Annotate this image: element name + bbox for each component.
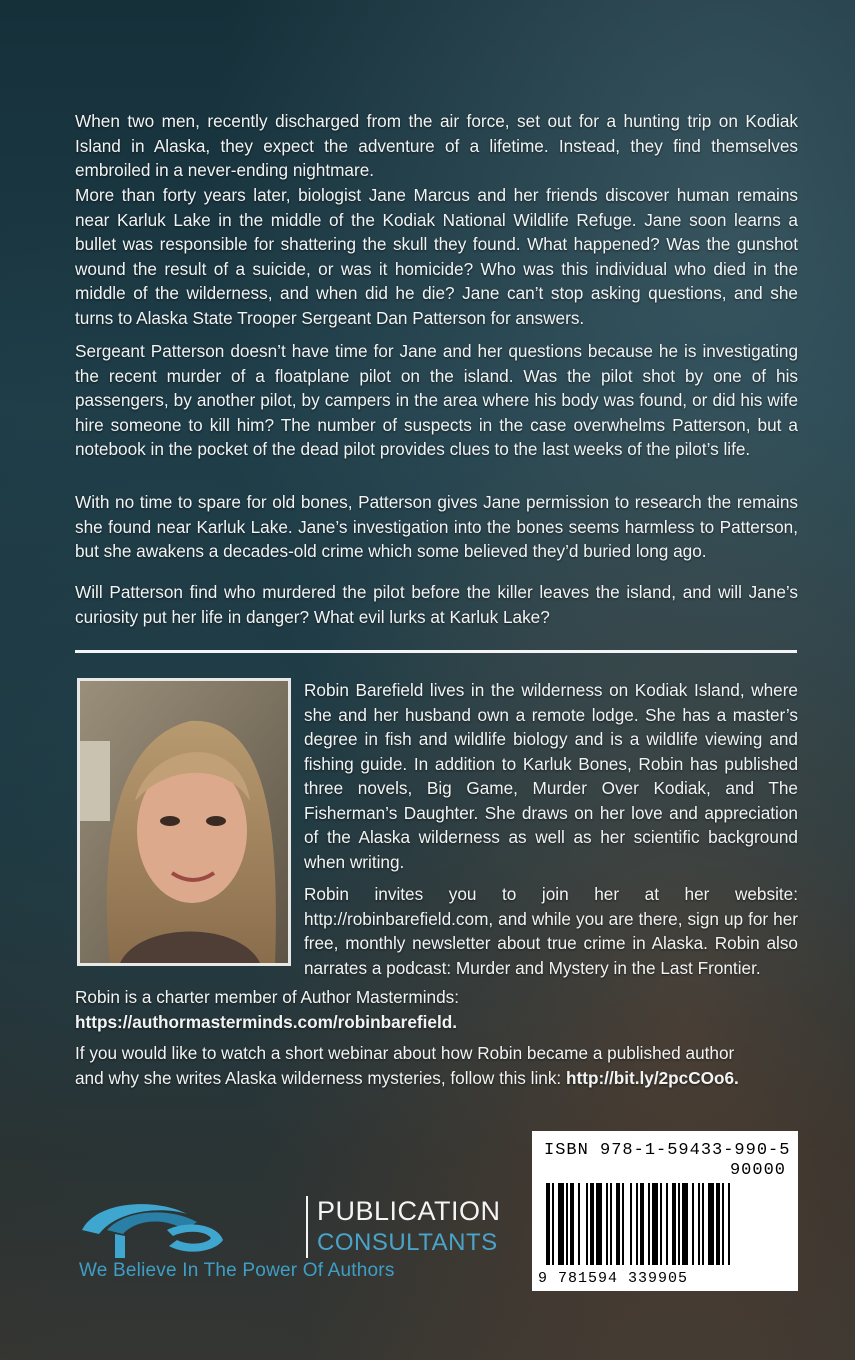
ean-digits: 9 781594 339905 xyxy=(538,1270,689,1287)
blurb-paragraph-4: With no time to spare for old bones, Patterson gives Jane permission to research the remains she found near Karluk Lake. Jane’s investigation into the bones seems harmless to Patterson, but she awakens a decades-old crime which some believed they’d buried long ago. xyxy=(75,492,798,561)
author-bio-paragraph-1: Robin Barefield lives in the wilderness on Kodiak Island, where she and her husband own a remote lodge. She has a master’s degree in fish and wildlife biology and is a wildlife viewing and fishing guide. In addition to Karluk Bones, Robin has published three novels, Big Game, Murder Over Kodiak, and The Fisherman’s Daughter. She draws on her love and appreciation of the Alaska wilderness as well as her scientific background when writing. xyxy=(304,680,798,872)
barcode-bar xyxy=(578,1183,580,1265)
webinar-note xyxy=(75,1041,739,1090)
logo-divider xyxy=(306,1196,308,1258)
barcode-bar xyxy=(666,1183,668,1265)
barcode-bar xyxy=(640,1183,644,1265)
blurb-paragraph-1: When two men, recently discharged from the air force, set out for a hunting trip on Kodiak Island in Alaska, they expect the adventure of a lifetime. Instead, they find themselves embroiled in a never-ending nightmare. xyxy=(75,111,798,180)
barcode-bar xyxy=(648,1183,650,1265)
price-code: 90000 xyxy=(729,1161,786,1180)
barcode-bar xyxy=(692,1183,694,1265)
barcode-bar xyxy=(566,1183,568,1265)
barcode-bar xyxy=(678,1183,680,1265)
section-divider xyxy=(75,650,797,653)
barcode-bar xyxy=(570,1183,574,1265)
blurb-paragraph-5: Will Patterson find who murdered the pilot before the killer leaves the island, and will Jane’s curiosity put her life in danger? What evil lurks at Karluk Lake? xyxy=(75,582,798,627)
barcode-bar xyxy=(682,1183,688,1265)
barcode-bar xyxy=(708,1183,714,1265)
barcode-bars xyxy=(546,1183,786,1265)
author-photo xyxy=(77,678,291,966)
isbn-barcode xyxy=(532,1131,798,1291)
blurb-paragraph-3: Sergeant Patterson doesn’t have time for Jane and her questions because he is investigating the recent murder of a floatplane pilot on the island. Was the pilot shot by one of his passengers, by another pilot, by campers in the area where his body was found, or did his wife hire someone to kill him? The number of suspects in the case overwhelms Patterson, but a notebook in the pocket of the dead pilot provides clues to the last weeks of the pilot’s life. xyxy=(75,341,798,459)
barcode-bar xyxy=(660,1183,662,1265)
webinar-link[interactable]: http://bit.ly/2pcCOo6. xyxy=(566,1067,739,1088)
author-bio-paragraph-2: Robin invites you to join her at her website: http://robinbarefield.com, and while you are there, sign up for her free, monthly newsletter about true crime in Alaska. Robin also narrates a podcast: Murder and Mystery in the Last Frontier. xyxy=(304,884,798,978)
isbn-label: ISBN 978-1-59433-990-5 xyxy=(544,1141,791,1160)
barcode-bar xyxy=(672,1183,676,1265)
barcode-bar xyxy=(610,1183,612,1265)
barcode-bar xyxy=(616,1183,620,1265)
barcode-bar xyxy=(636,1183,638,1265)
barcode-bar xyxy=(728,1183,730,1265)
barcode-bar xyxy=(546,1183,550,1265)
publisher-logo xyxy=(77,1192,501,1287)
barcode-bar xyxy=(586,1183,588,1265)
publisher-tagline: We Believe In The Power Of Authors xyxy=(79,1260,395,1281)
barcode-bar xyxy=(702,1183,704,1265)
blurb-paragraph-2: More than forty years later, biologist Jane Marcus and her friends discover human remains near Karluk Lake in the middle of the Kodiak National Wildlife Refuge. Jane soon learns a bullet was responsible for shattering the skull they found. What happened? Was the gunshot wound the result of a suicide, or was it homicide? Who was this individual who died in the middle of the wilderness, and when did he die? Jane can’t stop asking questions, and she turns to Alaska State Trooper Sergeant Dan Patterson for answers. xyxy=(75,185,798,328)
barcode-bar xyxy=(558,1183,564,1265)
masterminds-text: Robin is a charter member of Author Masterminds: xyxy=(75,987,460,1007)
publisher-name-line-2: CONSULTANTS xyxy=(317,1229,498,1256)
publisher-name-line-1: PUBLICATION xyxy=(317,1196,501,1226)
webinar-text-line-1: If you would like to watch a short webinar about how Robin became a published author xyxy=(75,1043,735,1063)
webinar-text-line-2: and why she writes Alaska wilderness mysteries, follow this link: xyxy=(75,1067,566,1088)
barcode-bar xyxy=(716,1183,720,1265)
pc-emblem-icon xyxy=(77,1200,227,1260)
barcode-bar xyxy=(590,1183,594,1265)
barcode-bar xyxy=(652,1183,658,1265)
masterminds-note xyxy=(75,985,459,1034)
barcode-bar xyxy=(622,1183,624,1265)
barcode-bar xyxy=(606,1183,608,1265)
barcode-bar xyxy=(552,1183,554,1265)
masterminds-link[interactable]: https://authormasterminds.com/robinbarefield. xyxy=(75,1011,457,1032)
barcode-bar xyxy=(596,1183,602,1265)
barcode-bar xyxy=(630,1183,632,1265)
barcode-bar xyxy=(698,1183,700,1265)
barcode-bar xyxy=(722,1183,724,1265)
